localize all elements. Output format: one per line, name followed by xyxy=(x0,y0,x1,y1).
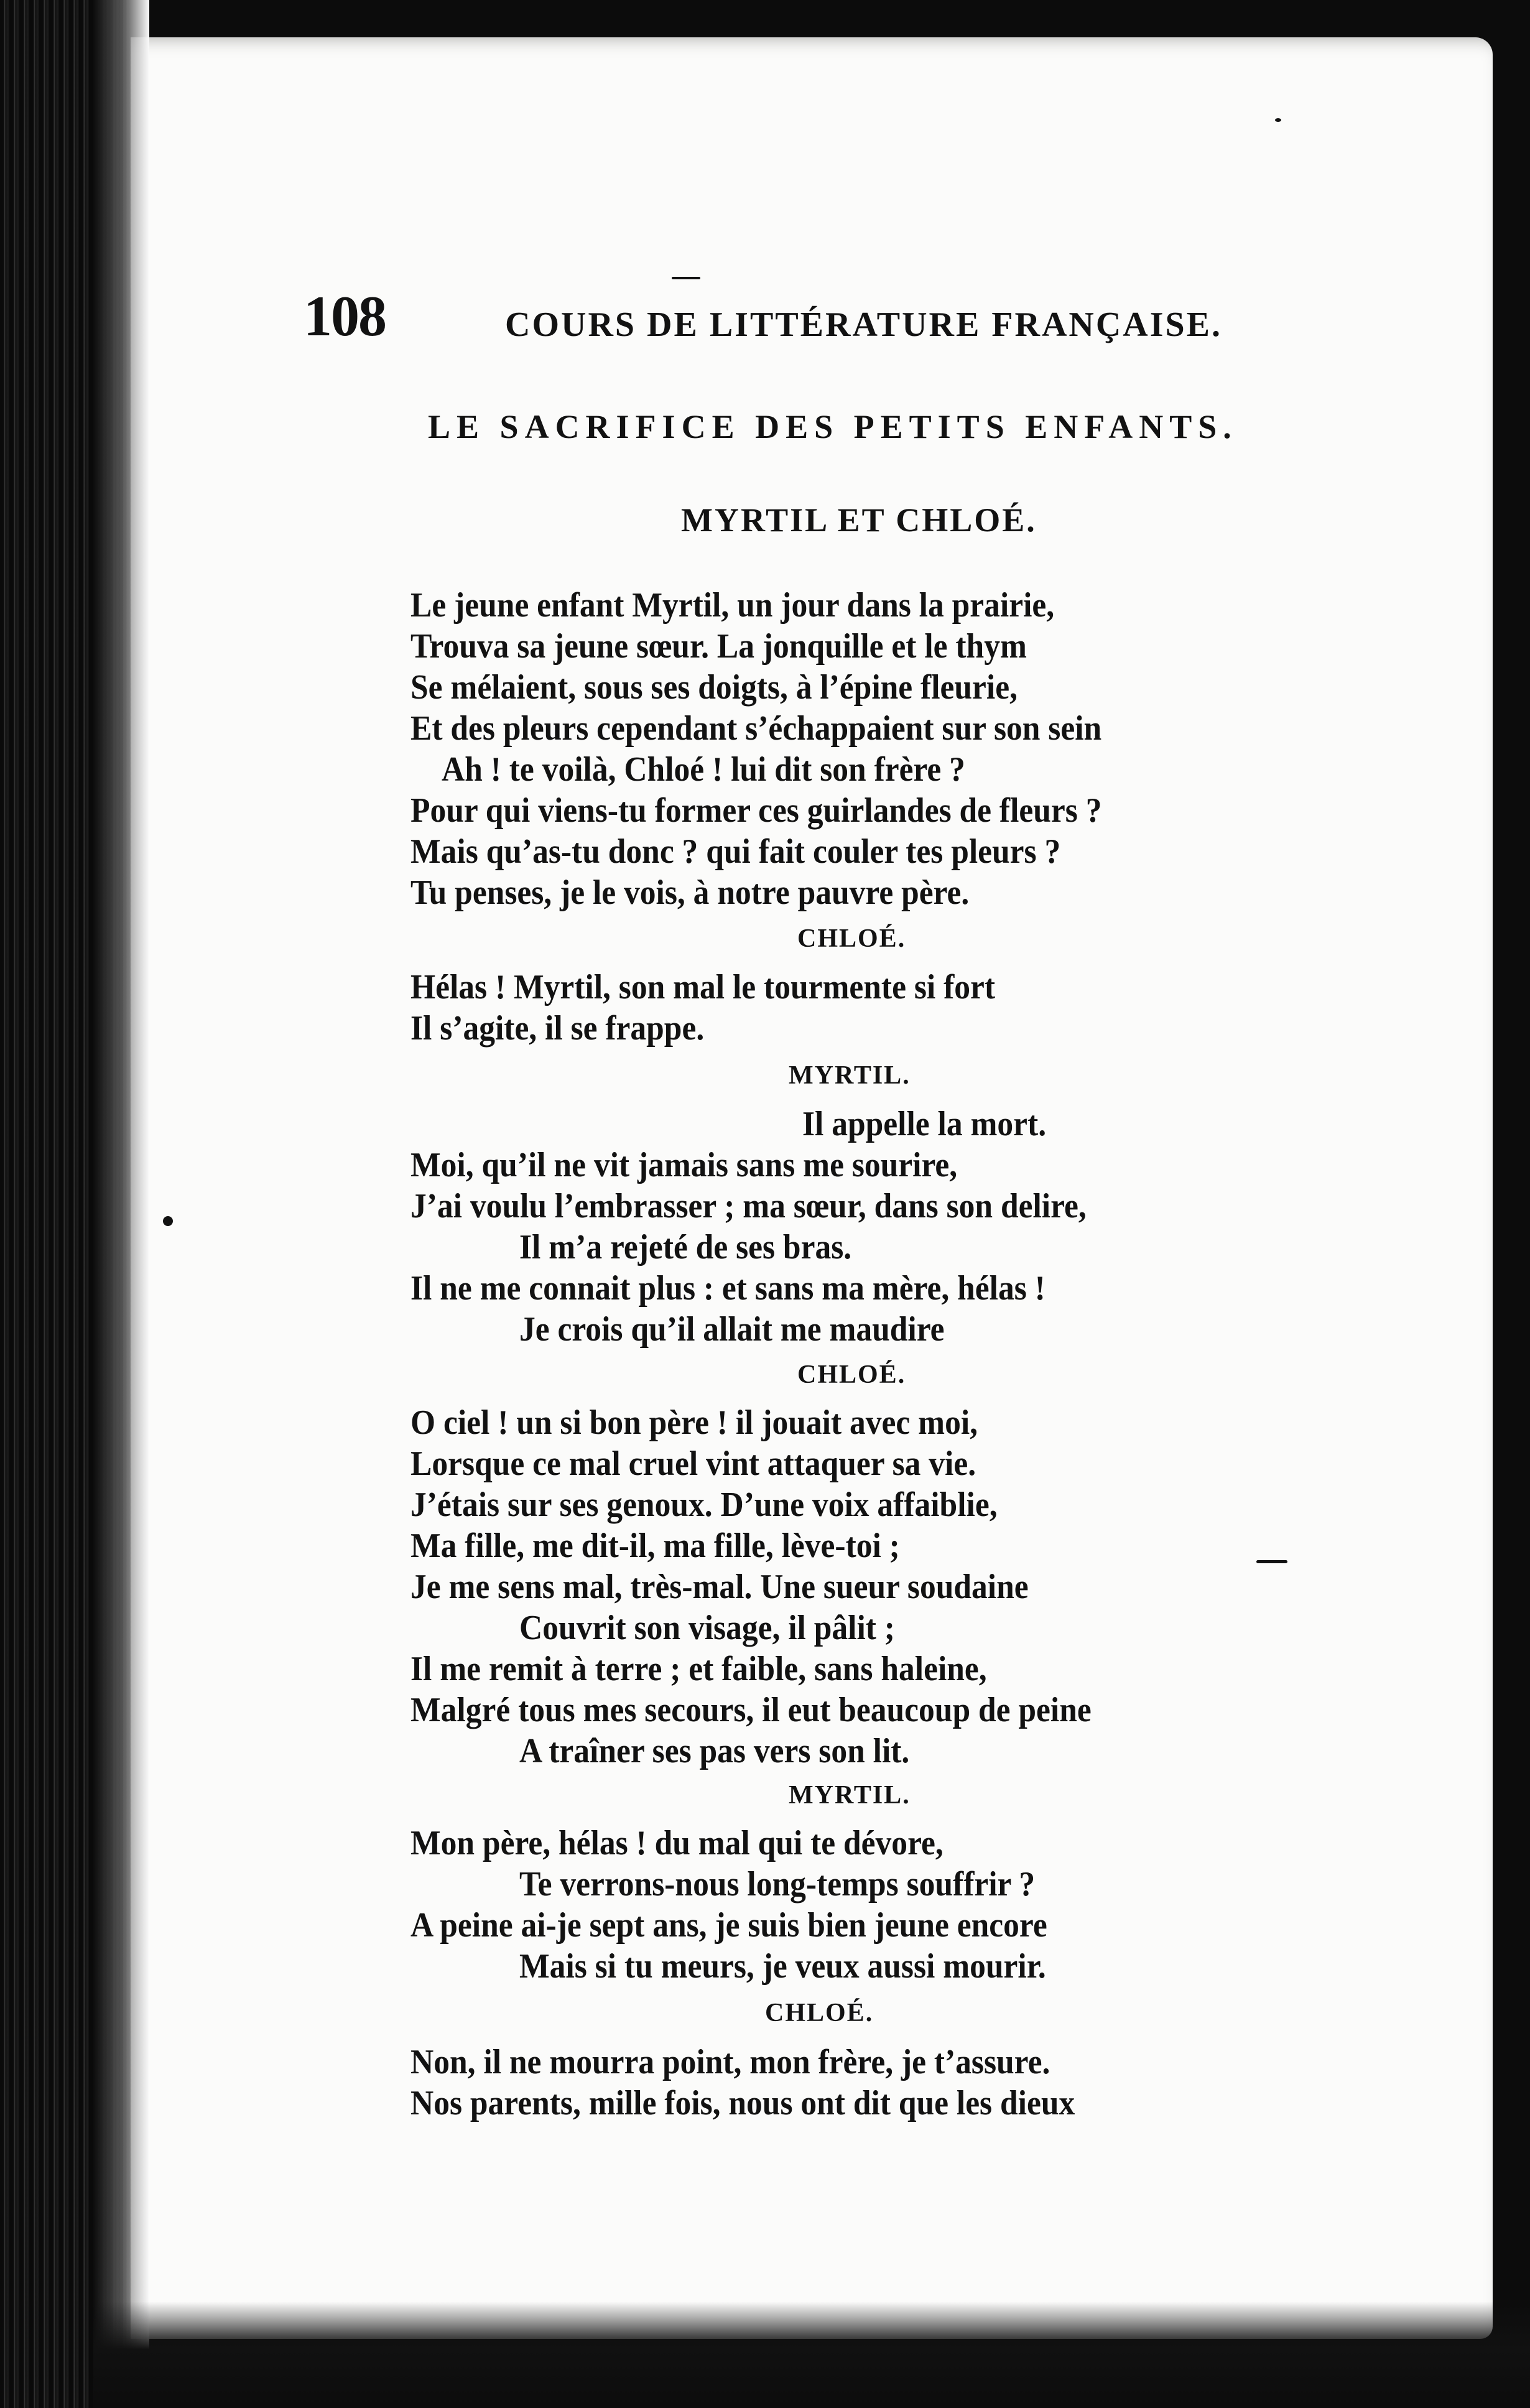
speaker-name: MYRTIL. xyxy=(789,1061,911,1090)
verse-line: Je crois qu’il allait me maudire xyxy=(519,1310,945,1349)
verse-line: Ma fille, me dit-il, ma fille, lève-toi ; xyxy=(410,1527,900,1565)
speaker-name: CHLOÉ. xyxy=(797,1360,906,1389)
ink-speck xyxy=(1256,1560,1287,1563)
verse-line: Il s’agite, il se frappe. xyxy=(410,1009,705,1048)
page-bottom-edge xyxy=(93,2302,1530,2408)
poem-title: MYRTIL ET CHLOÉ. xyxy=(681,501,1037,539)
verse-line: Mais qu’as-tu donc ? qui fait couler tes pleurs ? xyxy=(410,832,1061,871)
verse-line: Mon père, hélas ! du mal qui te dévore, xyxy=(410,1824,944,1862)
verse-line: J’ai voulu l’embrasser ; ma sœur, dans son delire, xyxy=(410,1187,1087,1225)
verse-line: Il m’a rejeté de ses bras. xyxy=(519,1228,852,1267)
section-title: LE SACRIFICE DES PETITS ENFANTS. xyxy=(428,408,1238,445)
binding-shadow xyxy=(93,0,149,2408)
verse-line: Non, il ne mourra point, mon frère, je t’assure. xyxy=(410,2043,1050,2081)
verse-line: Je me sens mal, très-mal. Une sueur soudaine xyxy=(410,1568,1029,1606)
verse-line: Te verrons-nous long-temps souffrir ? xyxy=(519,1865,1036,1904)
ink-speck xyxy=(672,277,700,279)
verse-line: Trouva sa jeune sœur. La jonquille et le thym xyxy=(410,627,1027,666)
verse-line: Ah ! te voilà, Chloé ! lui dit son frère ? xyxy=(442,750,965,789)
verse-line: Malgré tous mes secours, il eut beaucoup de peine xyxy=(410,1691,1092,1729)
page-number: 108 xyxy=(304,284,386,348)
verse-line: Mais si tu meurs, je veux aussi mourir. xyxy=(519,1947,1046,1986)
verse-line: Tu penses, je le vois, à notre pauvre père. xyxy=(410,873,970,912)
verse-line: Couvrit son visage, il pâlit ; xyxy=(519,1609,895,1647)
verse-line: Le jeune enfant Myrtil, un jour dans la prairie, xyxy=(410,586,1055,625)
speaker-name: CHLOÉ. xyxy=(797,924,906,953)
verse-line: Se mélaient, sous ses doigts, à l’épine fleurie, xyxy=(410,668,1018,707)
ink-speck xyxy=(163,1216,173,1226)
verse-line: Pour qui viens-tu former ces guirlandes de fleurs ? xyxy=(410,791,1102,830)
verse-line: J’étais sur ses genoux. D’une voix affaiblie, xyxy=(410,1485,998,1524)
verse-line: Il me remit à terre ; et faible, sans haleine, xyxy=(410,1650,987,1688)
running-header: COURS DE LITTÉRATURE FRANÇAISE. xyxy=(505,305,1223,344)
speaker-name: MYRTIL. xyxy=(789,1781,911,1810)
speaker-name: CHLOÉ. xyxy=(765,1999,874,2027)
verse-line: Nos parents, mille fois, nous ont dit que les dieux xyxy=(410,2084,1075,2122)
verse-line: Il ne me connait plus : et sans ma mère, hélas ! xyxy=(410,1269,1046,1308)
verse-line: O ciel ! un si bon père ! il jouait avec moi, xyxy=(410,1403,978,1442)
verse-line: Et des pleurs cependant s’échappaient sur son sein xyxy=(410,709,1102,748)
verse-line: A traîner ses pas vers son lit. xyxy=(519,1732,910,1770)
verse-line: A peine ai-je sept ans, je suis bien jeune encore xyxy=(410,1906,1047,1945)
verse-line: Lorsque ce mal cruel vint attaquer sa vie. xyxy=(410,1444,976,1483)
ink-speck xyxy=(1275,118,1281,122)
verse-line: Moi, qu’il ne vit jamais sans me sourire, xyxy=(410,1146,958,1184)
verse-line: Il appelle la mort. xyxy=(802,1105,1047,1143)
verse-line: Hélas ! Myrtil, son mal le tourmente si fort xyxy=(410,968,996,1006)
